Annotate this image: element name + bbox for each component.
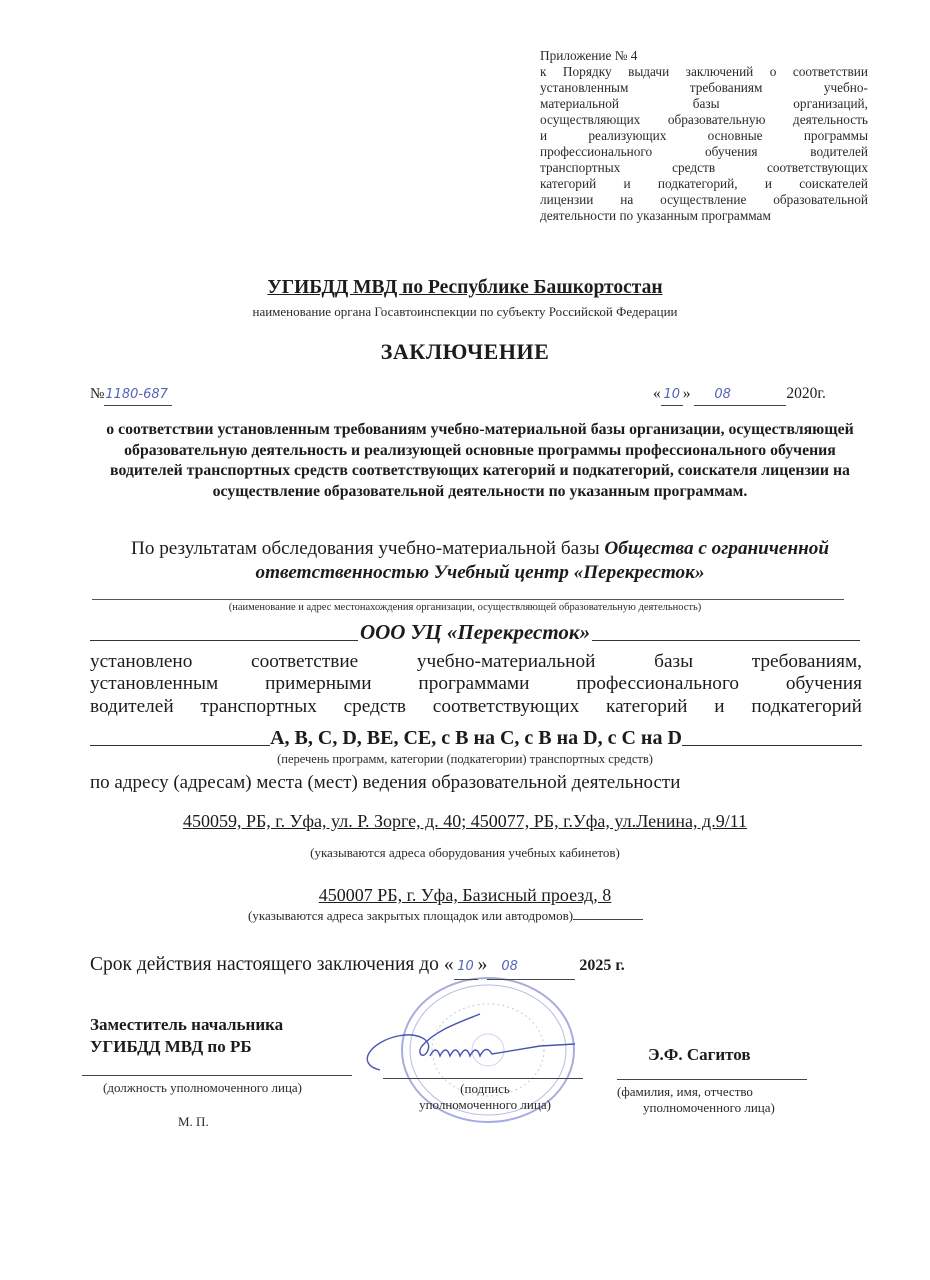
finding-paragraph <box>90 651 862 718</box>
date-month: 08 <box>694 385 786 406</box>
validity-open-quote: « <box>443 954 454 975</box>
number-value: 1180-687 <box>104 385 172 406</box>
appendix-line: материальной базы организаций, <box>540 96 868 111</box>
signature-caption <box>405 1081 565 1113</box>
date-year: 2020г. <box>786 385 826 402</box>
validity-line <box>90 953 625 980</box>
autodrome-caption <box>248 908 643 924</box>
name-rule <box>617 1079 807 1080</box>
appendix-line: и реализующих основные программы <box>540 128 868 143</box>
appendix-line: установленным требованиям учебно- <box>540 80 868 95</box>
address-label: по адресу (адресам) места (мест) ведения образовательной деятельности <box>90 772 681 793</box>
date-close-quote: » <box>682 385 691 402</box>
appendix-line: категорий и подкатегорий, и соискателей <box>540 176 868 191</box>
appendix-line: лицензии на осуществление образовательной <box>540 192 868 207</box>
blank-line <box>90 744 270 746</box>
authority-name <box>0 276 930 300</box>
classroom-addresses <box>0 810 930 832</box>
finding-line: установленным примерными программами профессионального обучения <box>90 673 862 695</box>
finding-line: установлено соответствие учебно-материальной базы требованиям, <box>90 651 862 672</box>
survey-paragraph <box>90 537 870 585</box>
validity-label: Срок действия настоящего заключения до <box>90 954 444 975</box>
position-line: УГИБДД МВД по РБ <box>90 1037 252 1056</box>
organization-short-name: ООО УЦ «Перекресток» <box>359 620 591 644</box>
document-date <box>653 384 826 406</box>
document-title: ЗАКЛЮЧЕНИЕ <box>380 339 550 364</box>
finding-line: водителей транспортных средств соответствующих категорий и подкатегорий <box>90 695 862 717</box>
organization-full-name: Общества с ограниченной ответственностью Учебный центр «Перекресток» <box>255 538 830 583</box>
name-caption-line: уполномоченного лица) <box>643 1100 775 1115</box>
seal-mark: М. П. <box>178 1114 209 1129</box>
divider <box>92 599 844 600</box>
categories-list: A, B, C, D, BE, CE, с B на C, с B на D, с C на D <box>270 727 682 749</box>
appendix-line: деятельности по указанным программам <box>540 208 771 223</box>
autodrome-caption-text: (указываются адреса закрытых площадок или автодромов) <box>248 908 574 923</box>
blank-line <box>573 919 643 920</box>
position-rule <box>82 1075 352 1076</box>
organization-caption: (наименование и адрес местонахождения организации, осуществляющей образовательную деятельность) <box>228 602 702 613</box>
position-line: Заместитель начальника <box>90 1015 284 1034</box>
blank-line <box>682 744 862 746</box>
authority-text: УГИБДД МВД по Республике Башкортостан <box>267 277 663 298</box>
categories-row <box>90 724 862 750</box>
name-caption <box>617 1084 812 1116</box>
classroom-addresses-text: 450059, РБ, г. Уфа, ул. Р. Зорге, д. 40; 450077, РБ, г.Уфа, ул.Ленина, д.9/11 <box>182 811 748 831</box>
handwritten-signature-icon <box>340 1012 580 1074</box>
appendix-line: профессионального обучения водителей <box>540 144 868 159</box>
date-day: 10 <box>661 385 683 406</box>
authority-caption: наименование органа Госавтоинспекции по субъекту Российской Федерации <box>252 304 678 319</box>
appendix-block <box>540 48 868 224</box>
appendix-title: Приложение № 4 <box>540 48 638 63</box>
number-label: № <box>90 386 105 402</box>
name-caption-line: (фамилия, имя, отчество <box>617 1084 753 1099</box>
categories-caption: (перечень программ, категории (подкатегории) транспортных средств) <box>277 752 653 766</box>
signature-rule <box>383 1078 583 1079</box>
validity-close-quote: » <box>477 954 488 975</box>
date-open-quote: « <box>653 385 661 402</box>
subject-text: о соответствии установленным требованиям учебно-материальной базы организации, осуществляющей образовательную деятельность и реализующей основные программы профессионального обучения водителей транспортных средств соответствующих категорий и подкатегорий, соискателя лицензии на осуществление образовательной деятельности по указанным программам. <box>106 421 854 500</box>
signatory-position <box>90 1014 283 1058</box>
survey-intro: По результатам обследования учебно-материальной базы <box>130 538 605 559</box>
document-number <box>90 384 172 406</box>
appendix-line: транспортных средств соответствующих <box>540 160 868 175</box>
signature-caption-line: (подпись <box>460 1081 510 1096</box>
classroom-addresses-caption: (указываются адреса оборудования учебных кабинетов) <box>310 845 620 860</box>
autodrome-address-text: 450007 РБ, г. Уфа, Базисный проезд, 8 <box>318 885 612 905</box>
signatory-name: Э.Ф. Сагитов <box>648 1045 751 1064</box>
appendix-line: к Порядку выдачи заключений о соответствии <box>540 64 868 79</box>
signature-caption-line: уполномоченного лица) <box>419 1097 551 1112</box>
validity-year: 2025 г. <box>575 957 625 974</box>
validity-month: 08 <box>487 955 575 980</box>
blank-line <box>592 639 860 641</box>
blank-line <box>90 639 358 641</box>
appendix-line: осуществляющих образовательную деятельность <box>540 112 868 127</box>
organization-short-row <box>90 617 860 645</box>
position-caption: (должность уполномоченного лица) <box>103 1080 303 1095</box>
autodrome-address <box>0 884 930 906</box>
validity-day: 10 <box>454 955 478 980</box>
